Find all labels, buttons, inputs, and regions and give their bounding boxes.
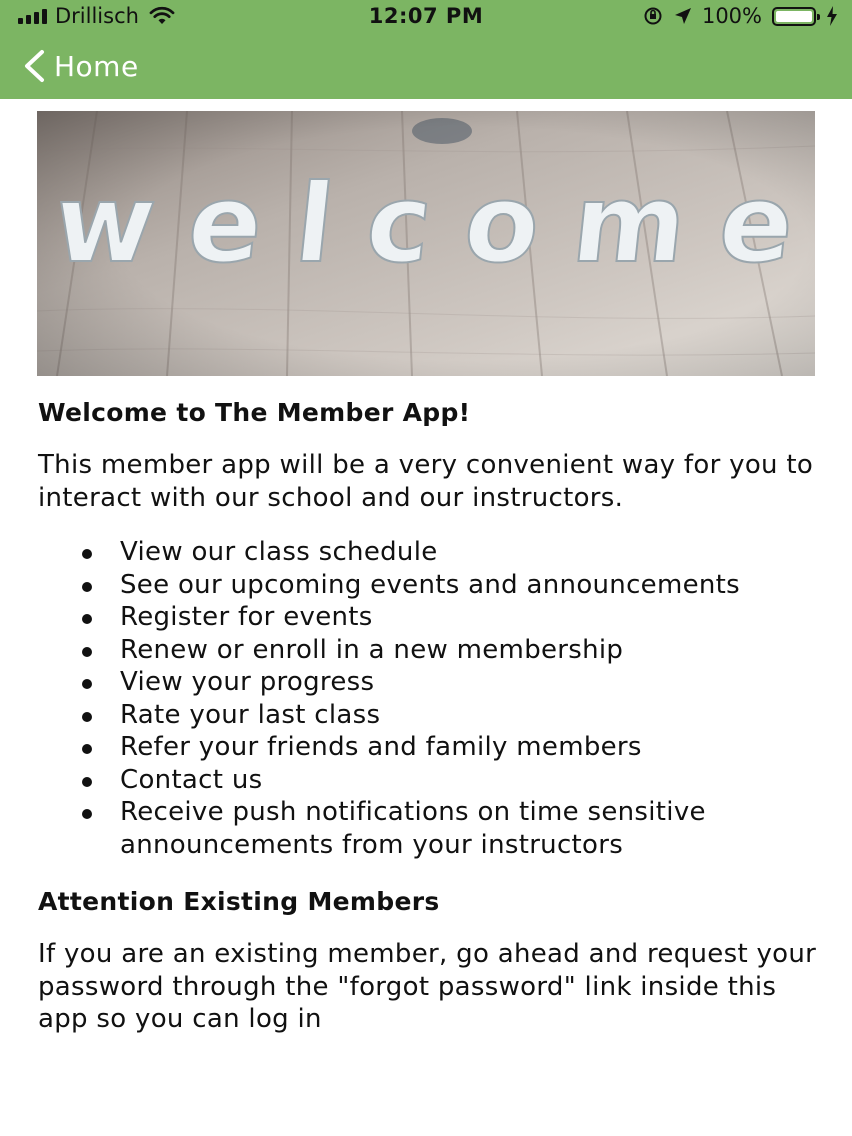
location-arrow-icon bbox=[674, 7, 692, 25]
back-button[interactable] bbox=[22, 46, 139, 86]
wood-welcome-picture bbox=[37, 111, 815, 376]
charging-bolt-icon bbox=[826, 6, 838, 26]
chevron-left-icon bbox=[22, 49, 46, 83]
top-bar bbox=[0, 0, 852, 99]
list-item: See our upcoming events and announcements bbox=[120, 569, 818, 602]
feature-list bbox=[38, 536, 818, 861]
status-time: 12:07 PM bbox=[368, 4, 484, 28]
list-item: Refer your friends and family members bbox=[120, 731, 818, 764]
rotation-lock-icon bbox=[642, 6, 664, 26]
status-bar bbox=[0, 0, 852, 32]
list-item: Register for events bbox=[120, 601, 818, 634]
main-content bbox=[38, 398, 818, 1036]
intro-text: This member app will be a very convenient way for you to interact with our school and our instructors. bbox=[38, 450, 814, 513]
page-title: Welcome to The Member App! bbox=[38, 398, 471, 427]
welcome-banner-image bbox=[37, 111, 815, 376]
list-item: View our class schedule bbox=[120, 536, 818, 569]
welcome-word: welcome bbox=[48, 160, 802, 287]
list-item: Rate your last class bbox=[120, 699, 818, 732]
list-item: Contact us bbox=[120, 764, 818, 797]
back-button-label: Home bbox=[54, 49, 139, 83]
list-item: Renew or enroll in a new membership bbox=[120, 634, 818, 667]
battery-icon bbox=[772, 7, 816, 26]
existing-members-text: If you are an existing member, go ahead and request your password through the "forgot password" link inside this app so you can log in bbox=[38, 939, 817, 1034]
attention-heading: Attention Existing Members bbox=[38, 887, 440, 916]
battery-percent: 100% bbox=[701, 4, 762, 28]
status-right bbox=[642, 4, 838, 28]
carrier-name: Drillisch bbox=[55, 4, 139, 28]
list-item: View your progress bbox=[120, 666, 818, 699]
list-item: Receive push notifications on time sensitive announcements from your instructors bbox=[120, 796, 818, 861]
